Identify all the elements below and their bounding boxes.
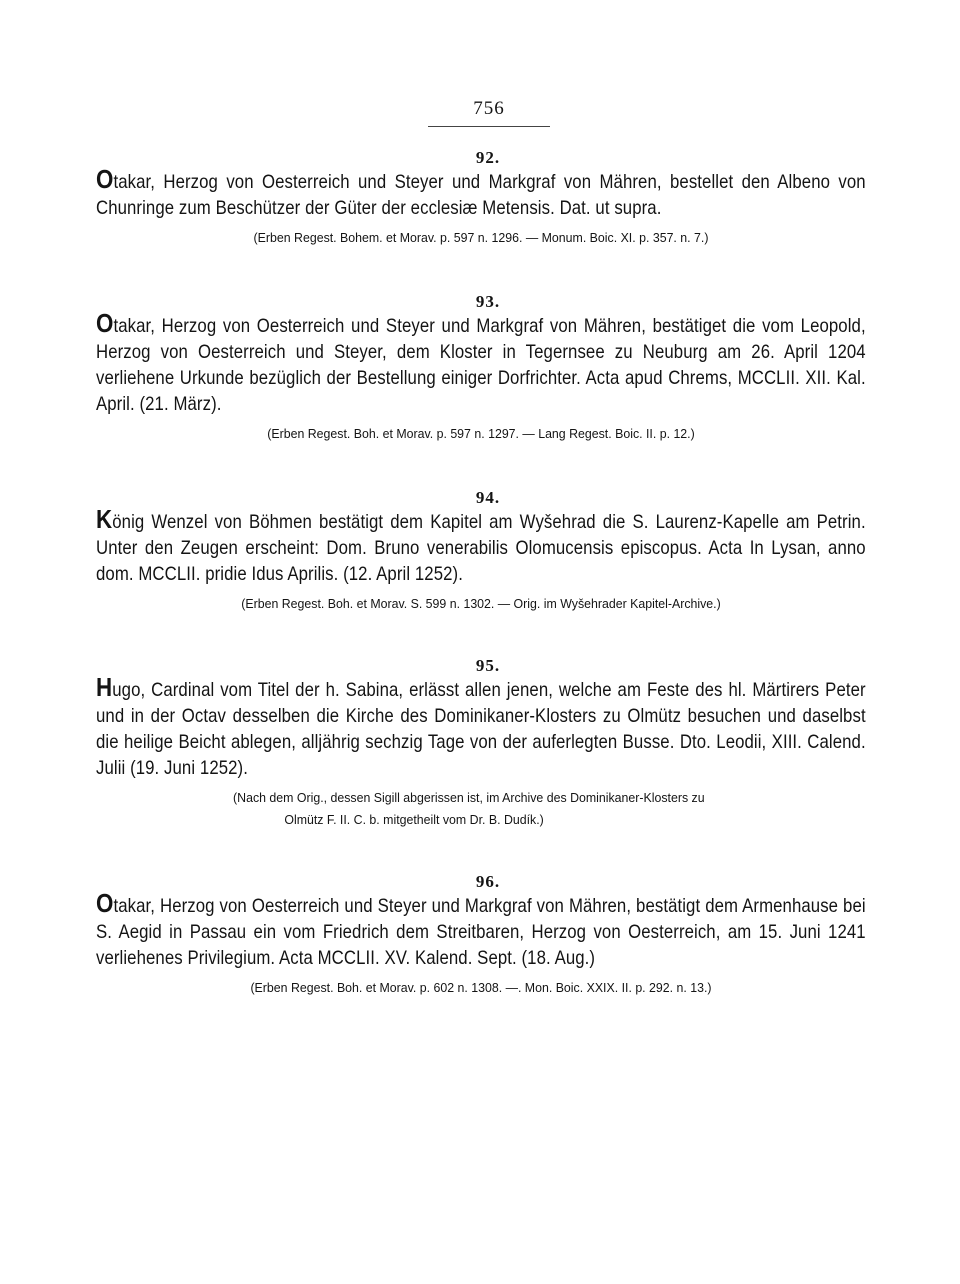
drop-initial: O xyxy=(96,308,114,338)
entry-body: önig Wenzel von Böhmen bestätigt dem Kapitel am Wyšehrad die S. Laurenz-Kapelle am Petrin. Unter den Zeugen erscheint: Dom. Bruno venerabilis Olomucensis episcopus. Acta In Lysan, anno dom. MCCLII. pridie Idus Aprilis. (12. April 1252). xyxy=(96,511,866,585)
entry-94 xyxy=(96,487,866,615)
entry-text xyxy=(96,672,866,781)
page-number: 756 xyxy=(473,98,505,119)
entry-body: ugo, Cardinal vom Titel der h. Sabina, erlässt allen jenen, welche am Feste des hl. Märtirers Peter und in der Octav desselben die Kirche des Dominikaner-Klosters zu Olmütz besuchen und daselbst die heilige Beicht ablegen, alljährig sechzig Tage von der auferlegten Busse. Dto. Leodii, XIII. Calend. Julii (19. Juni 1252). xyxy=(96,679,866,779)
entry-95 xyxy=(96,655,866,831)
drop-initial: O xyxy=(96,888,114,918)
entry-92 xyxy=(96,147,866,249)
entry-body: takar, Herzog von Oesterreich und Steyer und Markgraf von Mähren, bestätigt dem Armenhause bei S. Aegid in Passau ein vom Friedrich dem Streitbaren, Herzog von Oesterreich, am 15. Juni 1241 verliehenes Privilegium. Acta MCCLII. XV. Kalend. Sept. (18. Aug.) xyxy=(96,895,866,969)
entry-number: 96. xyxy=(475,872,501,891)
source-citation: (Erben Regest. Boh. et Morav. p. 597 n. 1297. — Lang Regest. Boic. II. p. 12.) xyxy=(267,426,695,441)
source-line-1: (Nach dem Orig., dessen Sigill abgerissen ist, im Archive des Dominikaner-Klosters zu xyxy=(233,790,705,805)
entry-text xyxy=(96,888,866,971)
entry-number: 95. xyxy=(475,656,501,675)
entry-text xyxy=(96,308,866,417)
document-page xyxy=(96,98,866,999)
entry-text xyxy=(96,504,866,587)
entry-number: 92. xyxy=(475,148,501,167)
entry-body: takar, Herzog von Oesterreich und Steyer und Markgraf von Mähren, bestätiget die vom Leopold, Herzog von Oesterreich und Steyer, dem Kloster in Tegernsee zu Neuburg am 26. April 1204 verliehene Urkunde bezüglich der Bestellung einiger Dorfrichter. Acta apud Chrems, MCCLII. XII. Kal. April. (21. März). xyxy=(96,315,866,415)
entry-number: 93. xyxy=(475,292,501,311)
entry-body: takar, Herzog von Oesterreich und Steyer und Markgraf von Mähren, bestellet den Albeno von Chunringe zum Beschützer der Güter der ecclesiæ Metensis. Dat. ut supra. xyxy=(96,171,866,219)
source-line-2: Olmütz F. II. C. b. mitgetheilt vom Dr. B. Dudík.) xyxy=(284,812,544,827)
entry-number: 94. xyxy=(475,488,501,507)
drop-initial: H xyxy=(96,672,113,702)
source-citation: (Erben Regest. Boh. et Morav. p. 602 n. 1308. —. Mon. Boic. XXIX. II. p. 292. n. 13.) xyxy=(250,980,712,995)
source-citation: (Erben Regest. Bohem. et Morav. p. 597 n. 1296. — Monum. Boic. XI. p. 357. n. 7.) xyxy=(253,230,709,245)
entry-text xyxy=(96,164,866,221)
entry-93 xyxy=(96,291,866,445)
source-citation xyxy=(115,787,847,831)
drop-initial: O xyxy=(96,164,114,194)
drop-initial: K xyxy=(96,504,113,534)
entry-96 xyxy=(96,871,866,999)
header-rule xyxy=(428,126,550,127)
source-citation: (Erben Regest. Boh. et Morav. S. 599 n. 1302. — Orig. im Wyšehrader Kapitel-Archive.) xyxy=(241,596,721,611)
